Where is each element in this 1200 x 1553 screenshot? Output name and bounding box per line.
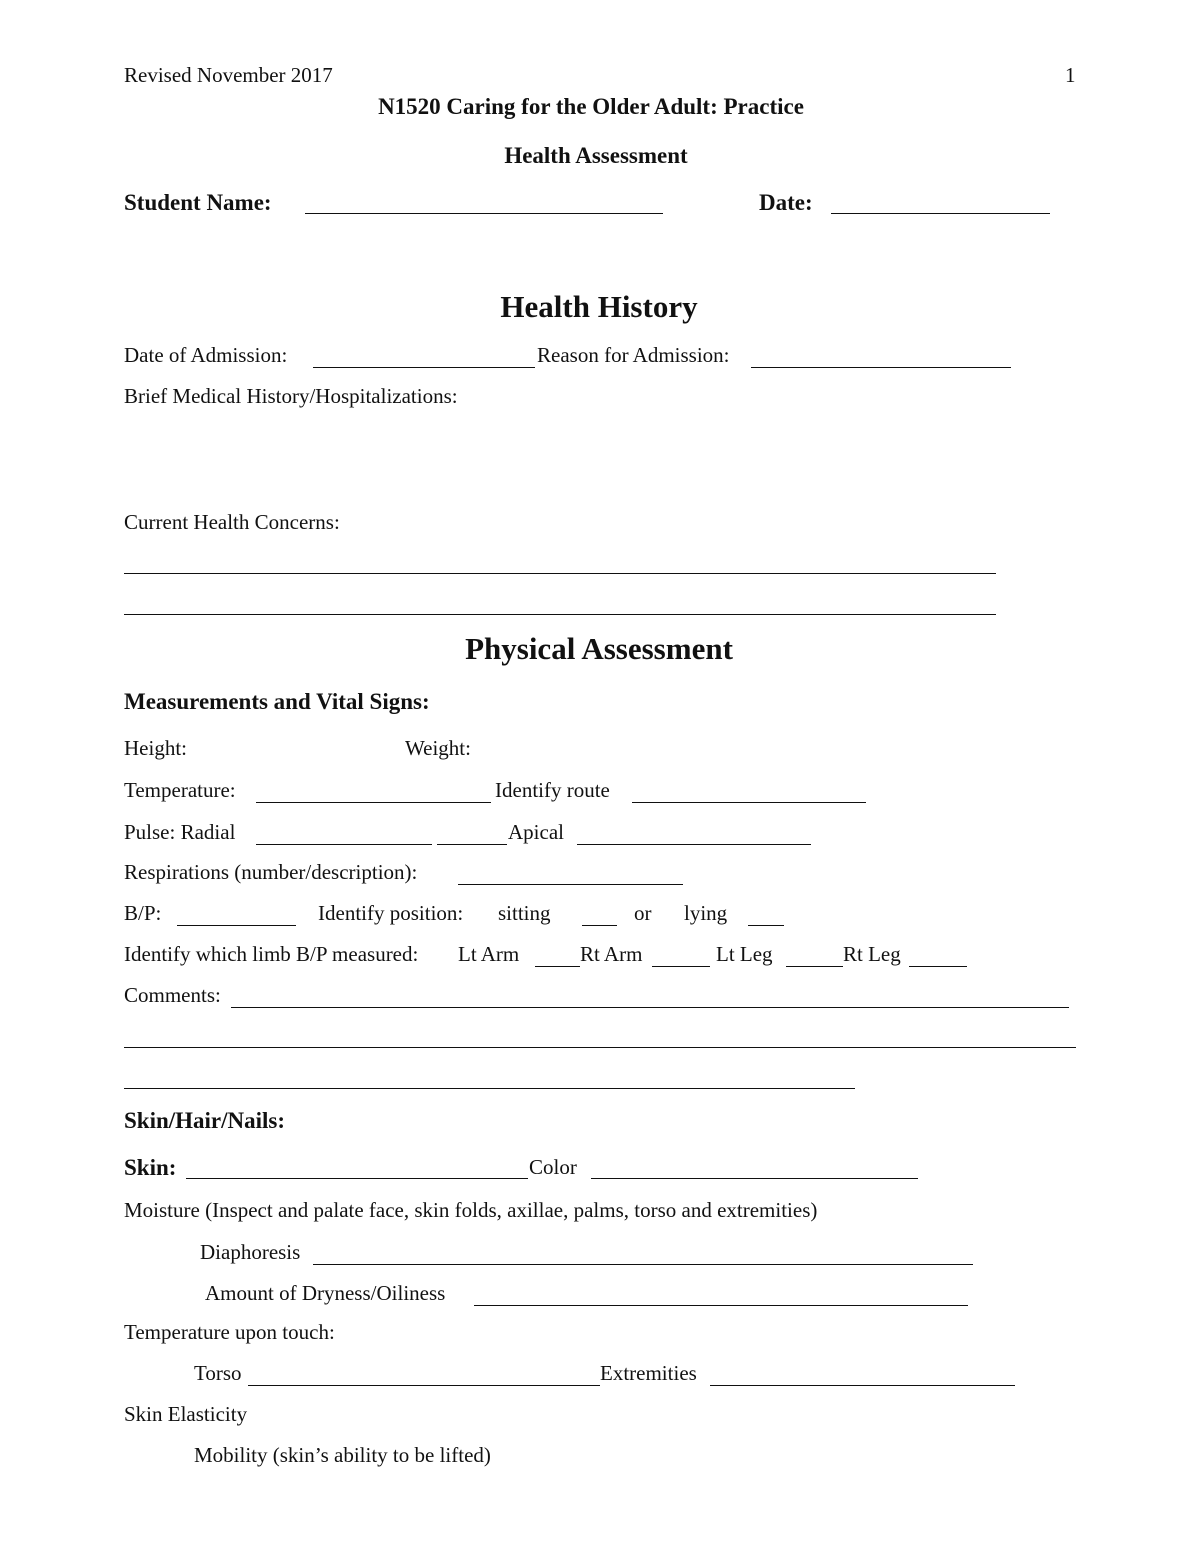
pulse-extra-field[interactable] [437, 844, 507, 845]
skin-field[interactable] [186, 1178, 528, 1179]
torso-field[interactable] [248, 1385, 600, 1386]
weight-label: Weight: [405, 736, 471, 760]
dryness-field[interactable] [474, 1305, 968, 1306]
color-field[interactable] [591, 1178, 918, 1179]
identify-route-label: Identify route [495, 778, 610, 802]
form-subtitle: Health Assessment [504, 143, 688, 168]
extremities-label: Extremities [600, 1361, 697, 1385]
bp-field[interactable] [177, 925, 296, 926]
comments-line-3[interactable] [124, 1088, 855, 1089]
lt-arm-field[interactable] [535, 966, 580, 967]
health-history-heading: Health History [500, 289, 698, 324]
reason-for-admission-field[interactable] [751, 367, 1011, 368]
brief-medical-history-label: Brief Medical History/Hospitalizations: [124, 384, 458, 408]
extremities-field[interactable] [710, 1385, 1015, 1386]
page-number: 1 [1065, 63, 1076, 87]
mobility-label: Mobility (skin’s ability to be lifted) [194, 1443, 491, 1467]
comments-line-2[interactable] [124, 1047, 1076, 1048]
lying-field[interactable] [748, 925, 784, 926]
rt-arm-label: Rt Arm [580, 942, 643, 966]
revised-date: Revised November 2017 [124, 63, 333, 87]
course-title: N1520 Caring for the Older Adult: Practice [378, 94, 804, 119]
respirations-label: Respirations (number/description): [124, 860, 418, 884]
bp-label: B/P: [124, 901, 162, 925]
date-of-admission-label: Date of Admission: [124, 343, 288, 367]
lt-arm-label: Lt Arm [458, 942, 520, 966]
moisture-label: Moisture (Inspect and palate face, skin folds, axillae, palms, torso and extremities) [124, 1198, 818, 1222]
identify-position-label: Identify position: [318, 901, 464, 925]
rt-leg-label: Rt Leg [843, 942, 901, 966]
respirations-field[interactable] [458, 884, 683, 885]
student-name-field[interactable] [305, 213, 663, 214]
health-concerns-line-2[interactable] [124, 614, 996, 615]
apical-label: Apical [508, 820, 564, 844]
date-label: Date: [759, 190, 813, 215]
temperature-touch-label: Temperature upon touch: [124, 1320, 335, 1344]
lt-leg-label: Lt Leg [716, 942, 773, 966]
rt-arm-field[interactable] [652, 966, 710, 967]
lt-leg-field[interactable] [786, 966, 843, 967]
route-field[interactable] [632, 802, 866, 803]
comments-label: Comments: [124, 983, 221, 1007]
apical-field[interactable] [577, 844, 811, 845]
diaphoresis-label: Diaphoresis [200, 1240, 301, 1264]
temperature-field[interactable] [256, 802, 491, 803]
reason-for-admission-label: Reason for Admission: [537, 343, 730, 367]
color-label: Color [529, 1155, 577, 1179]
diaphoresis-field[interactable] [313, 1264, 973, 1265]
skin-elasticity-label: Skin Elasticity [124, 1402, 248, 1426]
pulse-radial-field[interactable] [256, 844, 432, 845]
health-concerns-line-1[interactable] [124, 573, 996, 574]
date-field[interactable] [831, 213, 1050, 214]
pulse-radial-label: Pulse: Radial [124, 820, 236, 844]
rt-leg-field[interactable] [909, 966, 967, 967]
temperature-label: Temperature: [124, 778, 236, 802]
sitting-label: sitting [498, 901, 551, 925]
student-name-label: Student Name: [124, 190, 272, 215]
height-label: Height: [124, 736, 187, 760]
skin-label: Skin: [124, 1155, 177, 1180]
lying-label: lying [684, 901, 728, 925]
limb-label: Identify which limb B/P measured: [124, 942, 419, 966]
skin-hair-nails-heading: Skin/Hair/Nails: [124, 1108, 286, 1133]
dryness-label: Amount of Dryness/Oiliness [205, 1281, 446, 1305]
torso-label: Torso [194, 1361, 242, 1385]
date-of-admission-field[interactable] [313, 367, 535, 368]
vitals-heading: Measurements and Vital Signs: [124, 689, 430, 714]
comments-line-1[interactable] [231, 1007, 1069, 1008]
sitting-field[interactable] [582, 925, 617, 926]
or-label: or [634, 901, 652, 925]
physical-assessment-heading: Physical Assessment [465, 631, 733, 666]
current-health-concerns-label: Current Health Concerns: [124, 510, 340, 534]
